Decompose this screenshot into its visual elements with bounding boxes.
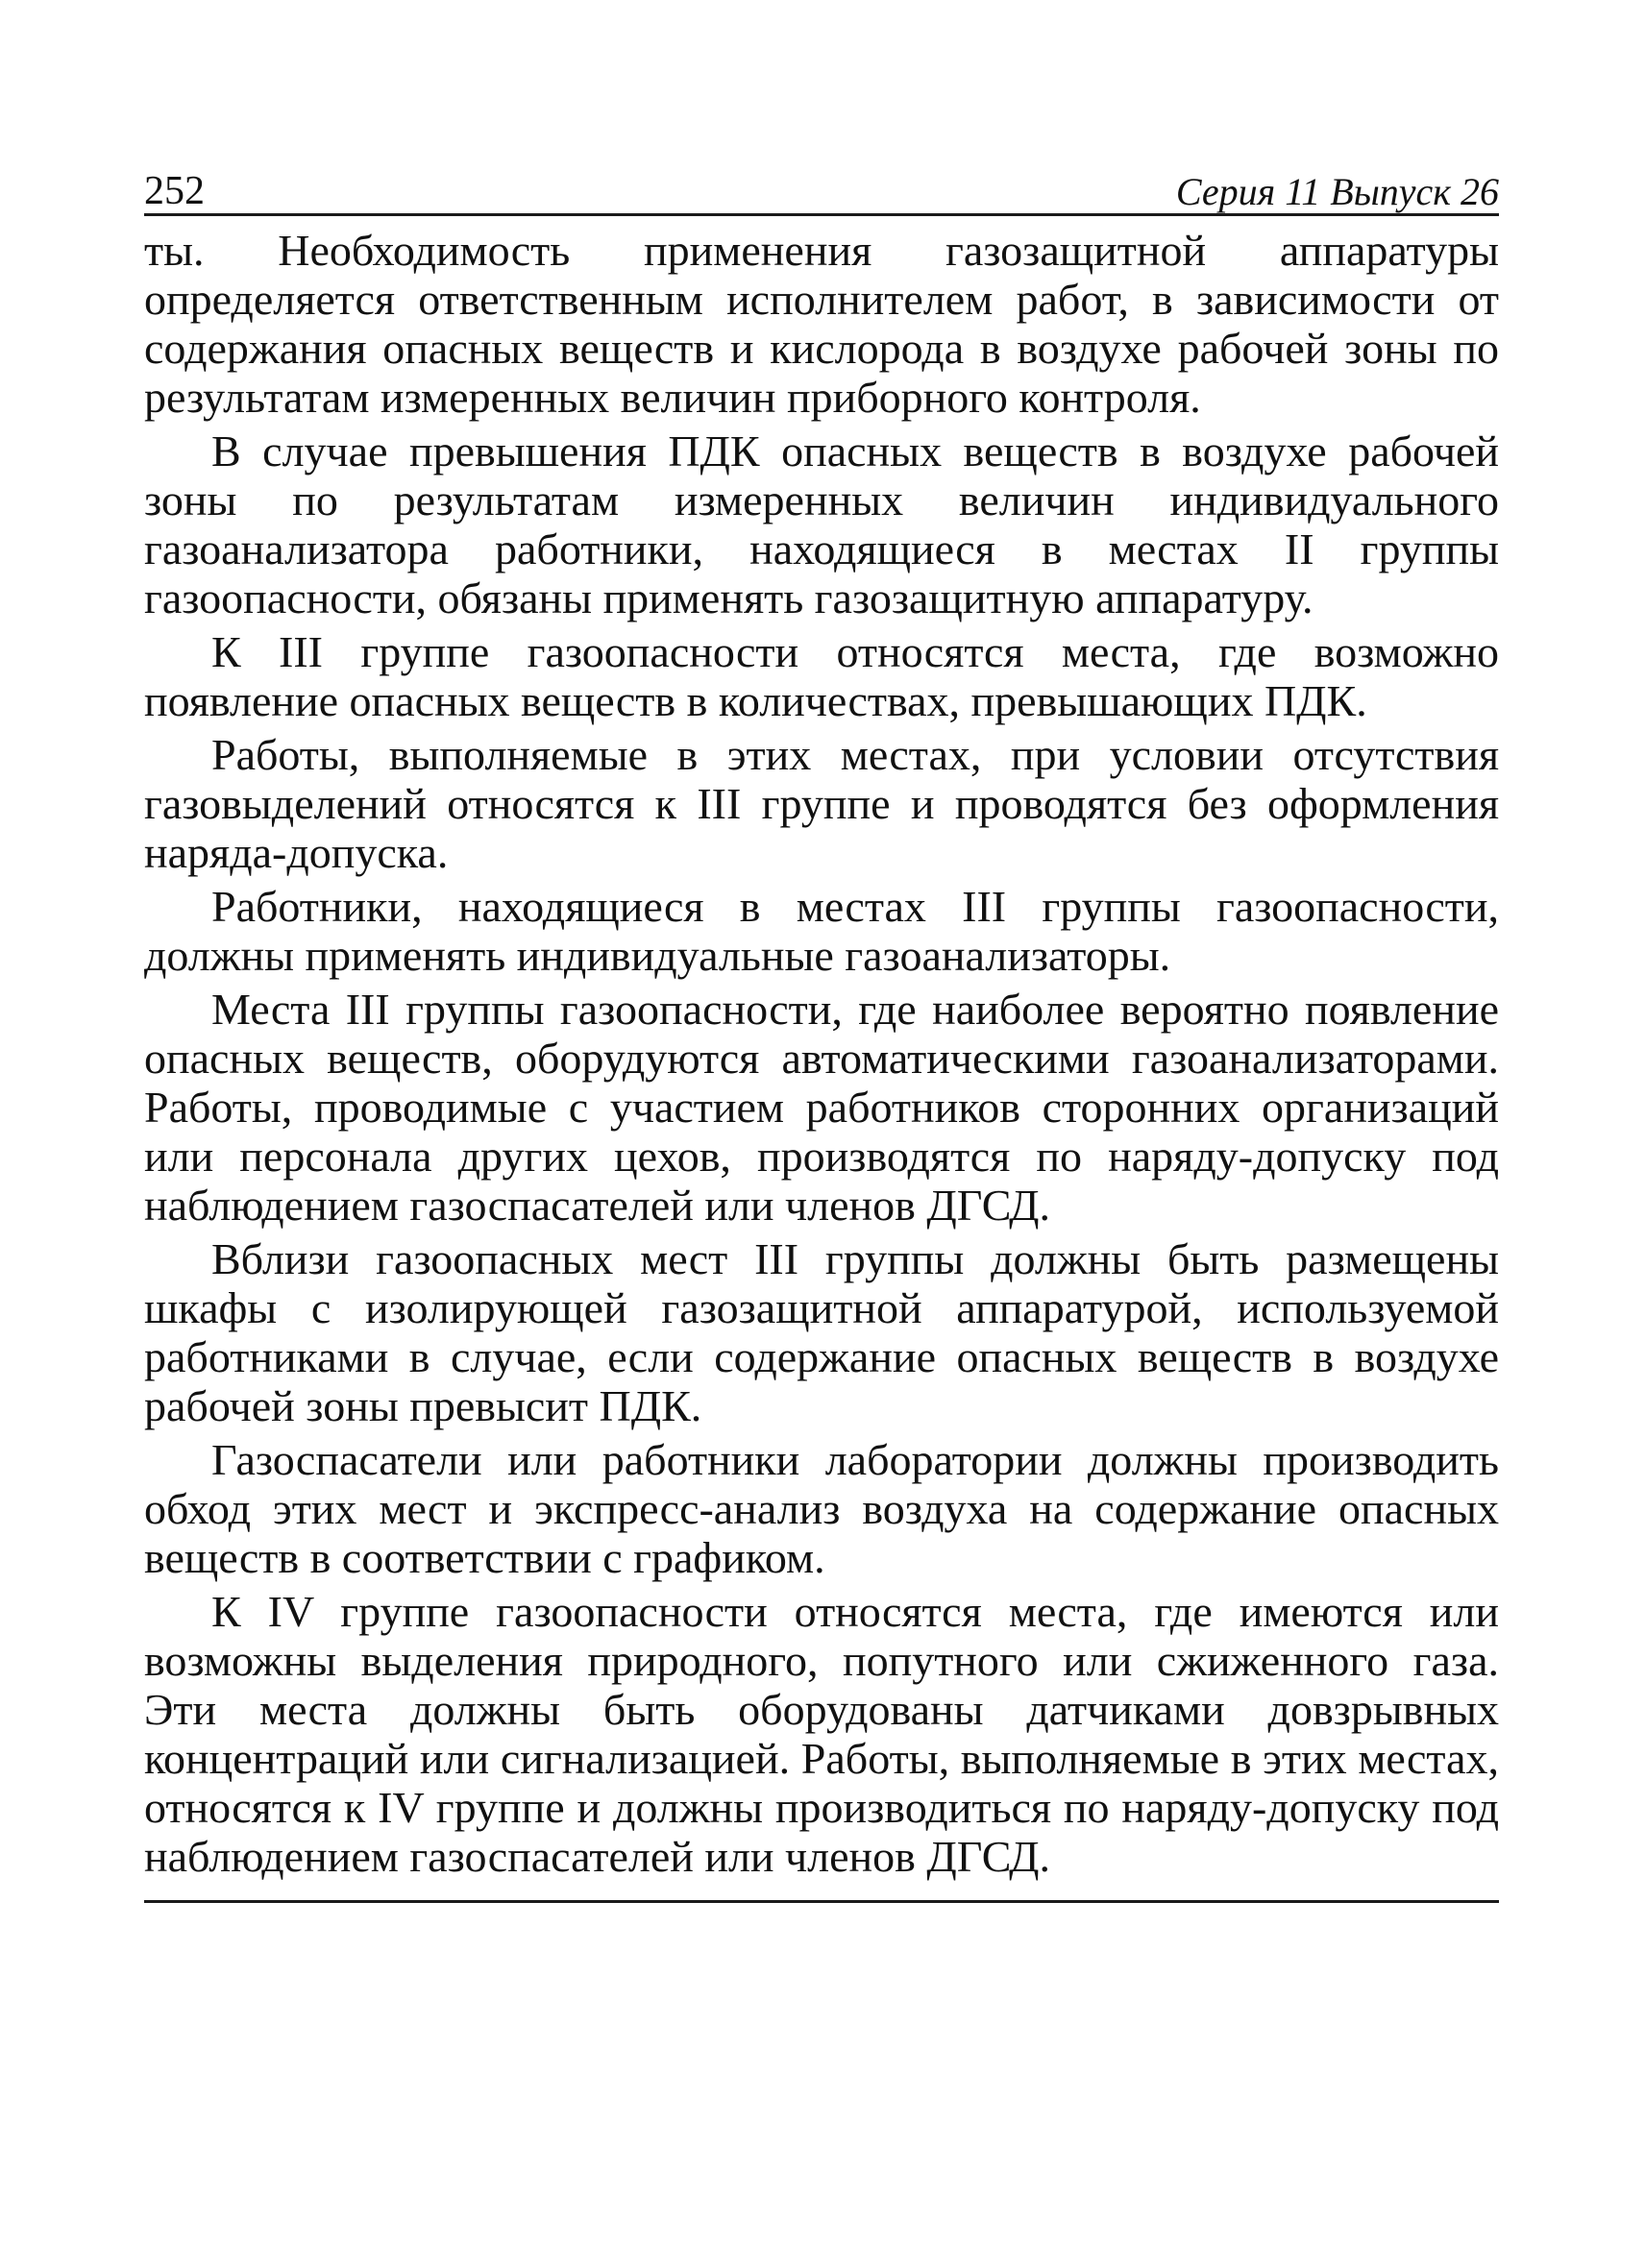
page-header xyxy=(144,154,1499,216)
paragraph: ты. Необходимость применения газозащитной аппаратуры определяется ответственным исполнителем работ, в зависимости от содержания опасных веществ и кислорода в воздухе рабочей зоны по результатам измеренных величин приборного контроля. xyxy=(144,226,1499,422)
paragraph: Вблизи газоопасных мест III группы должны быть размещены шкафы с изолирующей газозащитной аппаратурой, используемой работниками в случае, если содержание опасных веществ в воздухе рабочей зоны превысит ПДК. xyxy=(144,1234,1499,1430)
paragraph: Газоспасатели или работники лаборатории должны производить обход этих мест и экспресс-анализ воздуха на содержание опасных веществ в соответствии с графиком. xyxy=(144,1435,1499,1582)
paragraph: В случае превышения ПДК опасных веществ в воздухе рабочей зоны по результатам измеренных величин индивидуального газоанализатора работники, находящиеся в местах II группы газоопасности, обязаны применять газозащитную аппаратуру. xyxy=(144,427,1499,622)
footer-rule xyxy=(144,1900,1499,1903)
paragraph: К III группе газоопасности относятся места, где возможно появление опасных веществ в количествах, превышающих ПДК. xyxy=(144,627,1499,725)
body-text xyxy=(144,226,1499,1881)
page-number: 252 xyxy=(144,169,205,213)
paragraph: Работы, выполняемые в этих местах, при условии отсутствия газовыделений относятся к III группе и проводятся без оформления наряда-допуска. xyxy=(144,730,1499,877)
paragraph: Места III группы газоопасности, где наиболее вероятно появление опасных веществ, оборудуются автоматическими газоанализаторами. Работы, проводимые с участием работников сторонних организаций или персонала других цехов, производятся по наряду-допуску под наблюдением газоспасателей или членов ДГСД. xyxy=(144,985,1499,1230)
paragraph: К IV группе газоопасности относятся места, где имеются или возможны выделения природного, попутного или сжиженного газа. Эти места должны быть оборудованы датчиками довзрывных концентраций или сигнализацией. Работы, выполняемые в этих местах, относятся к IV группе и должны производиться по наряду-допуску под наблюдением газоспасателей или членов ДГСД. xyxy=(144,1587,1499,1881)
running-head: Серия 11 Выпуск 26 xyxy=(1175,170,1499,213)
paragraph: Работники, находящиеся в местах III группы газоопасности, должны применять индивидуальные газоанализаторы. xyxy=(144,882,1499,980)
book-page xyxy=(144,154,1499,1903)
